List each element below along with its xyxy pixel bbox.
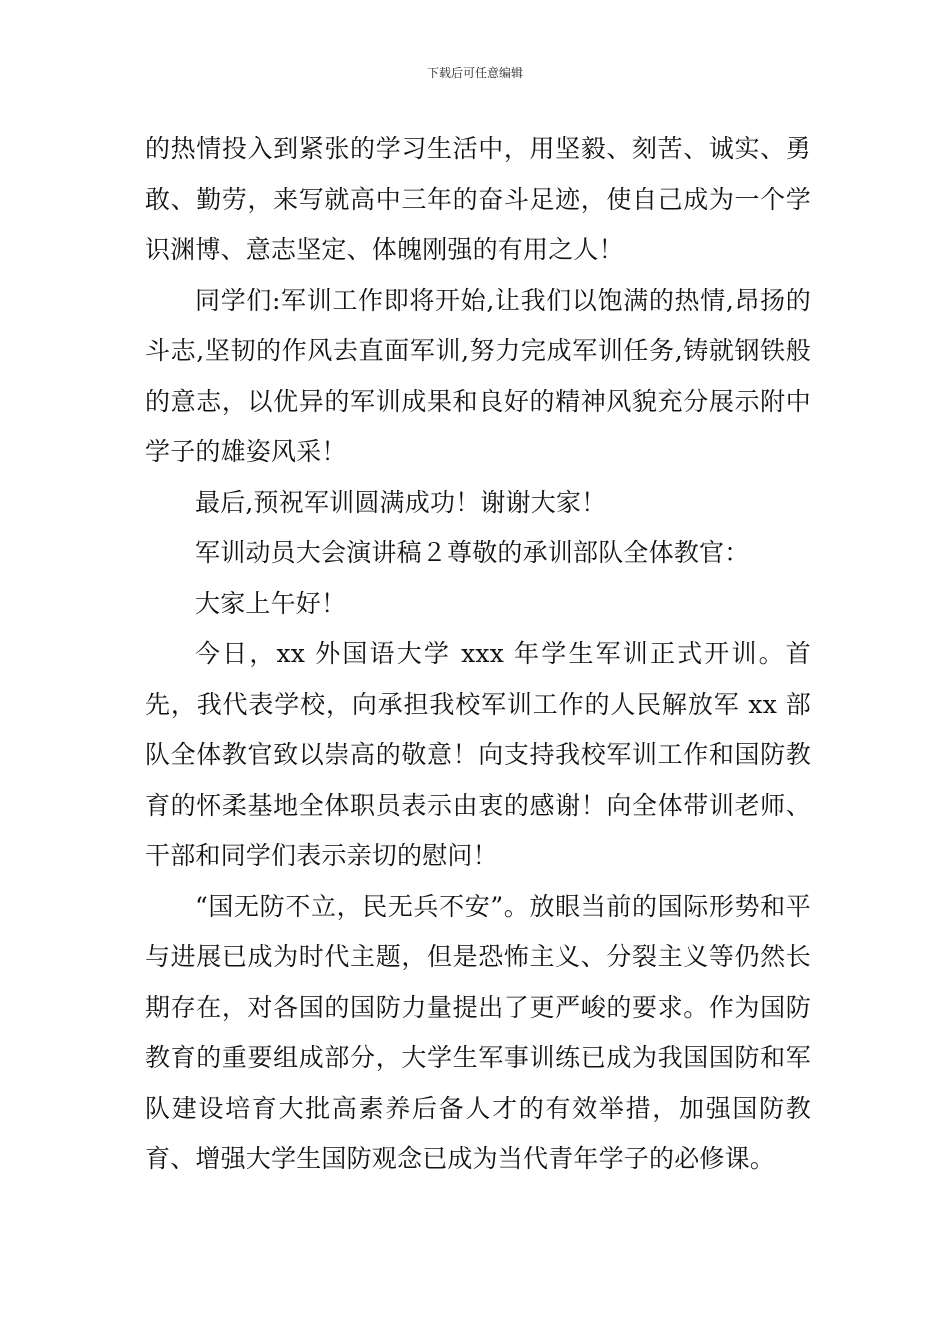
- paragraph-3: 最后,预祝军训圆满成功！谢谢大家！: [195, 487, 607, 517]
- paragraph-4: 军训动员大会演讲稿２尊敬的承训部队全体教官：: [195, 538, 750, 567]
- paragraph-2: 同学们:军训工作即将开始,让我们以饱满的热情,昂扬的斗志,坚韧的作风去直面军训,努力完成军训任务,铸就钢铁般的意志，以优异的军训成果和良好的精神风貌充分展示附中学子的雄姿风采！: [145, 285, 811, 466]
- page-header: 下载后可任意编辑: [426, 66, 523, 80]
- paragraph-1: 的热情投入到紧张的学习生活中，用坚毅、刻苦、诚实、勇敢、勤劳，来写就高中三年的奋斗足迹，使自己成为一个学识渊博、意志坚定、体魄刚强的有用之人！: [145, 134, 811, 264]
- paragraph-7: “国无防不立，民无兵不安”。放眼当前的国际形势和平与进展已成为时代主题，但是恐怖主义、分裂主义等仍然长期存在，对各国的国防力量提出了更严峻的要求。作为国防教育的重要组成部分，大学生军事训练已成为我国国防和军队建设培育大批高素养后备人才的有效举措，加强国防教育、增强大学生国防观念已成为当代青年学子的必修课。: [145, 891, 811, 1173]
- paragraph-5: 大家上午好！: [195, 588, 347, 618]
- document-body: [145, 124, 811, 1185]
- paragraph-6: 今日，xx 外国语大学 xxx 年学生军训正式开训。首先，我代表学校，向承担我校军训工作的人民解放军 xx 部队全体教官致以崇高的敬意！向支持我校军训工作和国防教育的怀柔基地全体职员表示由衷的感谢！向全体带训老师、干部和同学们表示亲切的慰问！: [145, 639, 811, 870]
